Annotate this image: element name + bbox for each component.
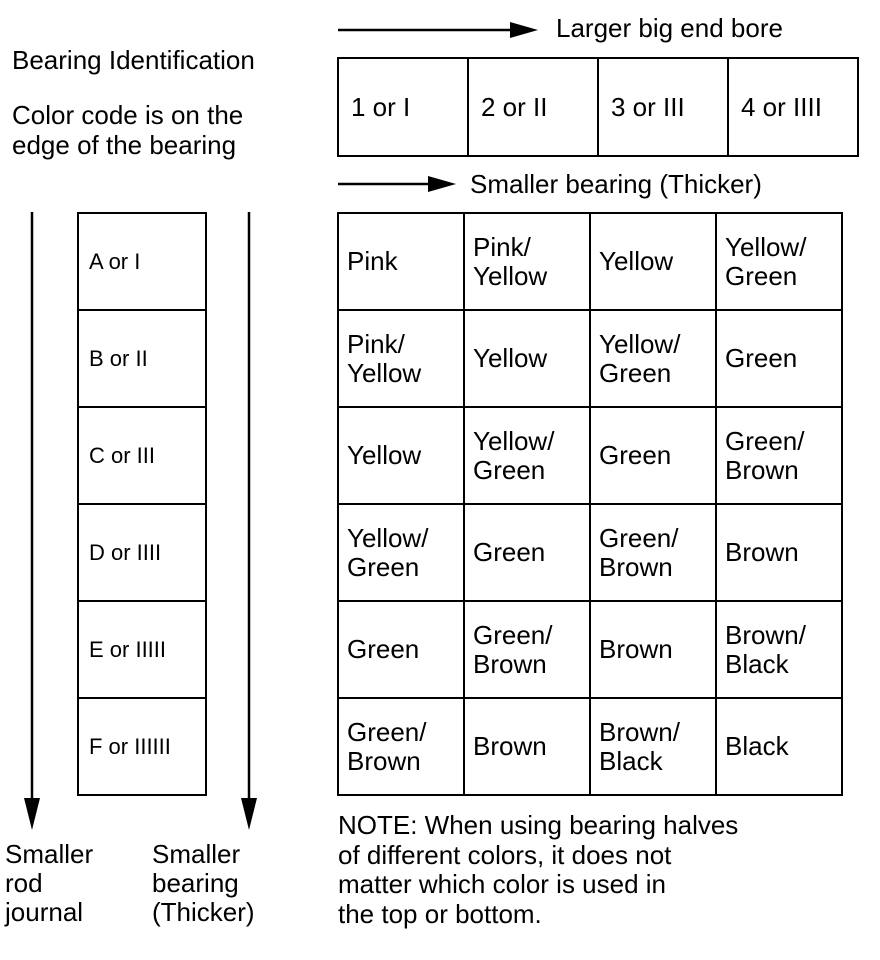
journal-code-row [78,407,206,504]
larger-bore-arrow-icon [338,20,548,40]
color-cell: Green [464,504,590,601]
bearing-color-table [337,212,843,796]
color-cell: Brown/ Black [716,601,842,698]
bore-size-header-cell: 3 or III [598,58,728,156]
color-cell: Brown [716,504,842,601]
journal-code-row [78,504,206,601]
color-cell: Green [338,601,464,698]
color-cell: Yellow [464,310,590,407]
journal-code-cell: F or IIIIII [78,698,206,795]
color-cell: Yellow [590,213,716,310]
rod-journal-arrow-icon [22,212,42,834]
color-cell: Green/ Brown [464,601,590,698]
journal-code-cell: A or I [78,213,206,310]
color-cell: Pink/ Yellow [338,310,464,407]
color-cell: Brown [590,601,716,698]
color-cell: Yellow/ Green [338,504,464,601]
color-cell: Yellow/ Green [464,407,590,504]
journal-code-table [77,212,207,796]
color-cell: Green/ Brown [590,504,716,601]
color-row [338,407,842,504]
color-row [338,504,842,601]
journal-code-row [78,213,206,310]
bearing-thickness-label: Smaller bearing (Thicker) [152,839,255,927]
color-row [338,310,842,407]
color-cell: Pink/ Yellow [464,213,590,310]
diagram-title: Bearing Identification [12,45,255,75]
journal-code-cell: B or II [78,310,206,407]
color-cell: Yellow [338,407,464,504]
bore-size-header-cell: 1 or I [338,58,468,156]
color-cell: Yellow/ Green [590,310,716,407]
color-cell: Green [590,407,716,504]
color-cell: Brown/ Black [590,698,716,795]
journal-code-row [78,601,206,698]
journal-code-cell: C or III [78,407,206,504]
diagram-subtitle: Color code is on the edge of the bearing [12,100,244,160]
journal-code-cell: E or IIIII [78,601,206,698]
color-cell: Green/ Brown [716,407,842,504]
journal-code-row [78,310,206,407]
color-row [338,698,842,795]
larger-bore-label: Larger big end bore [556,13,783,43]
color-row [338,601,842,698]
journal-code-row [78,698,206,795]
thicker-bearing-label: Smaller bearing (Thicker) [470,169,762,199]
bore-size-header-row [338,58,858,156]
color-cell: Green [716,310,842,407]
rod-journal-label: Smaller rod journal [5,839,94,927]
bore-size-header-cell: 2 or II [468,58,598,156]
color-cell: Yellow/ Green [716,213,842,310]
color-cell: Brown [464,698,590,795]
bearing-thickness-arrow-icon [239,212,259,834]
bore-size-header-cell: 4 or IIII [728,58,858,156]
color-cell: Green/ Brown [338,698,464,795]
note-text: NOTE: When using bearing halves of different colors, it does not matter which color is used in the top or bottom. [338,810,739,929]
thicker-bearing-arrow-icon [338,174,463,194]
color-row [338,213,842,310]
journal-code-cell: D or IIII [78,504,206,601]
bore-size-header-table [337,57,859,157]
color-cell: Black [716,698,842,795]
color-cell: Pink [338,213,464,310]
